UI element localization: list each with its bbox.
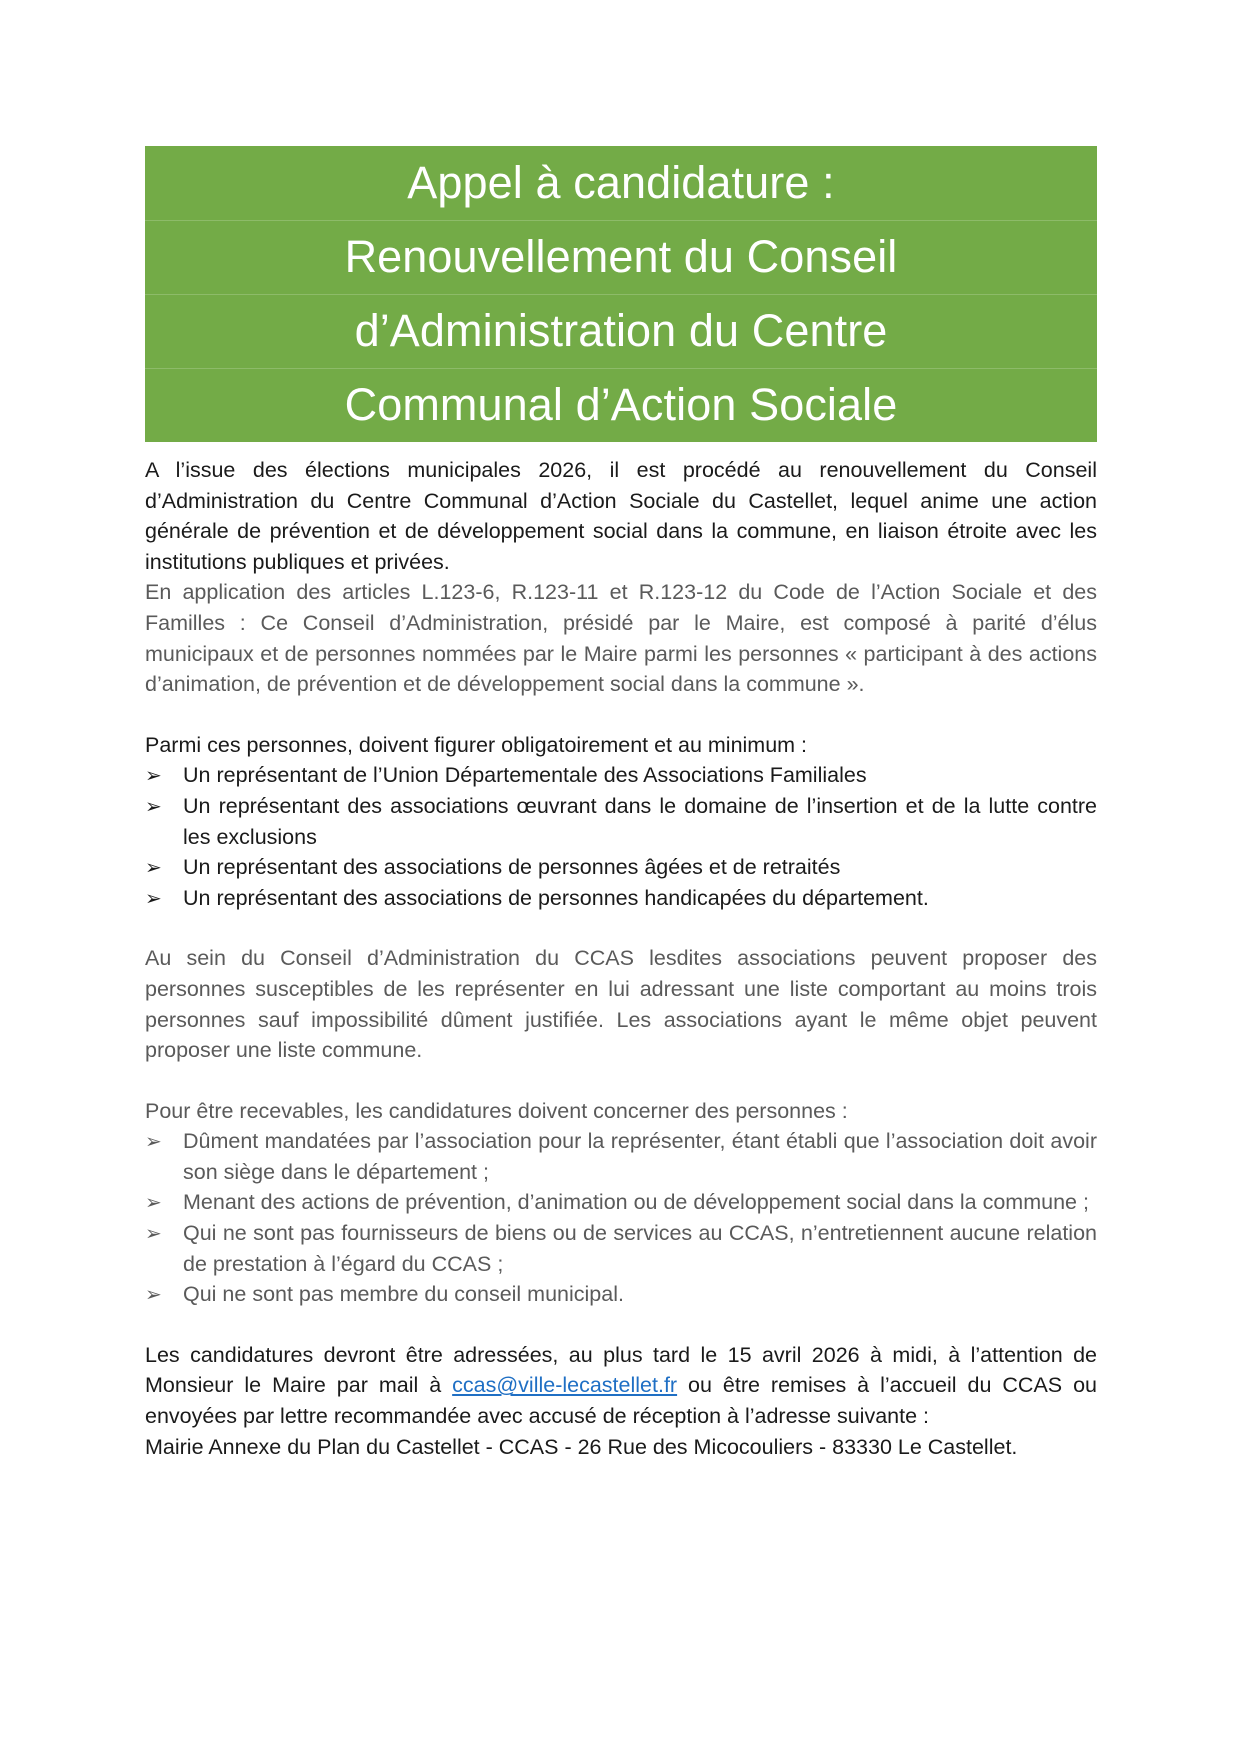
spacer bbox=[145, 913, 1097, 943]
postal-address: Mairie Annexe du Plan du Castellet - CCAS - 26 Rue des Micocouliers - 83330 Le Castellet. bbox=[145, 1434, 1018, 1459]
title-banner-line-2: Renouvellement du Conseil bbox=[145, 220, 1097, 294]
minimum-members-list bbox=[145, 760, 1097, 913]
list-item bbox=[145, 1218, 1097, 1279]
submission-text-part2: ou être remises à l’accueil du CCAS ou envoyées par lettre recommandée avec accusé de réception à l’adresse suivante : bbox=[145, 1373, 1097, 1429]
eligibility-list bbox=[145, 1126, 1097, 1310]
document-body bbox=[145, 455, 1097, 1462]
list-item-label: Un représentant des associations œuvrant dans le domaine de l’insertion et de la lutte contre les exclusions bbox=[183, 793, 1097, 849]
proposal-paragraph: Au sein du Conseil d’Administration du CCAS lesdites associations peuvent proposer des personnes susceptibles de les représenter en lui adressant une liste comportant au moins trois personnes sauf impossibilité dûment justifiée. Les associations ayant le même objet peuvent proposer une liste commune. bbox=[145, 946, 1097, 1063]
title-banner-line-4: Communal d’Action Sociale bbox=[145, 368, 1097, 442]
arrow-bullet-icon: ➢ bbox=[145, 763, 162, 788]
list-item bbox=[145, 1279, 1097, 1310]
list-item-label: Un représentant des associations de personnes âgées et de retraités bbox=[183, 855, 841, 880]
title-banner-line-1: Appel à candidature : bbox=[145, 146, 1097, 220]
list-item bbox=[145, 1187, 1097, 1218]
arrow-bullet-icon: ➢ bbox=[145, 1190, 162, 1215]
arrow-bullet-icon: ➢ bbox=[145, 1129, 162, 1154]
minimum-members-heading: Parmi ces personnes, doivent figurer obligatoirement et au minimum : bbox=[145, 732, 808, 757]
list-item-label: Qui ne sont pas membre du conseil municipal. bbox=[183, 1282, 624, 1307]
list-item-label: Menant des actions de prévention, d’animation ou de développement social dans la commune ; bbox=[183, 1190, 1089, 1215]
spacer bbox=[145, 700, 1097, 730]
title-banner bbox=[145, 146, 1097, 442]
list-item bbox=[145, 883, 1097, 914]
title-banner-line-3: d’Administration du Centre bbox=[145, 294, 1097, 368]
list-item-label: Un représentant des associations de personnes handicapées du département. bbox=[183, 885, 929, 910]
submission-text-part1: Les candidatures devront être adressées, au plus tard le 15 avril 2026 à midi, à l’attention de Monsieur le Maire par mail à bbox=[145, 1342, 1097, 1398]
list-item bbox=[145, 791, 1097, 852]
list-item bbox=[145, 852, 1097, 883]
spacer bbox=[145, 1066, 1097, 1096]
submission-paragraph bbox=[145, 1340, 1097, 1432]
intro-paragraph: A l’issue des élections municipales 2026, il est procédé au renouvellement du Conseil d’Administration du Centre Communal d’Action Sociale du Castellet, lequel anime une action générale de prévention et de développement social dans la commune, en liaison étroite avec les institutions publiques et privées. bbox=[145, 458, 1097, 574]
list-item-label: Qui ne sont pas fournisseurs de biens ou de services au CCAS, n’entretiennent aucune relation de prestation à l’égard du CCAS ; bbox=[183, 1221, 1097, 1276]
arrow-bullet-icon: ➢ bbox=[145, 1221, 162, 1246]
arrow-bullet-icon: ➢ bbox=[145, 885, 162, 910]
list-item-label: Un représentant de l’Union Départementale des Associations Familiales bbox=[183, 763, 867, 788]
list-item-label: Dûment mandatées par l’association pour la représenter, étant établi que l’association doit avoir son siège dans le département ; bbox=[183, 1129, 1097, 1184]
list-item bbox=[145, 1126, 1097, 1187]
eligibility-heading: Pour être recevables, les candidatures doivent concerner des personnes : bbox=[145, 1098, 848, 1123]
ccas-email-link[interactable]: ccas@ville-lecastellet.fr bbox=[452, 1373, 678, 1398]
legal-paragraph: En application des articles L.123-6, R.123-11 et R.123-12 du Code de l’Action Sociale et des Familles : Ce Conseil d’Administration, présidé par le Maire, est composé à parité d’élus municipaux et de personnes nommées par le Maire parmi les personnes « participant à des actions d’animation, de prévention et de développement social dans la commune ». bbox=[145, 580, 1097, 697]
arrow-bullet-icon: ➢ bbox=[145, 1282, 162, 1307]
arrow-bullet-icon: ➢ bbox=[145, 793, 162, 818]
spacer bbox=[145, 1310, 1097, 1340]
list-item bbox=[145, 760, 1097, 791]
arrow-bullet-icon: ➢ bbox=[145, 855, 162, 880]
